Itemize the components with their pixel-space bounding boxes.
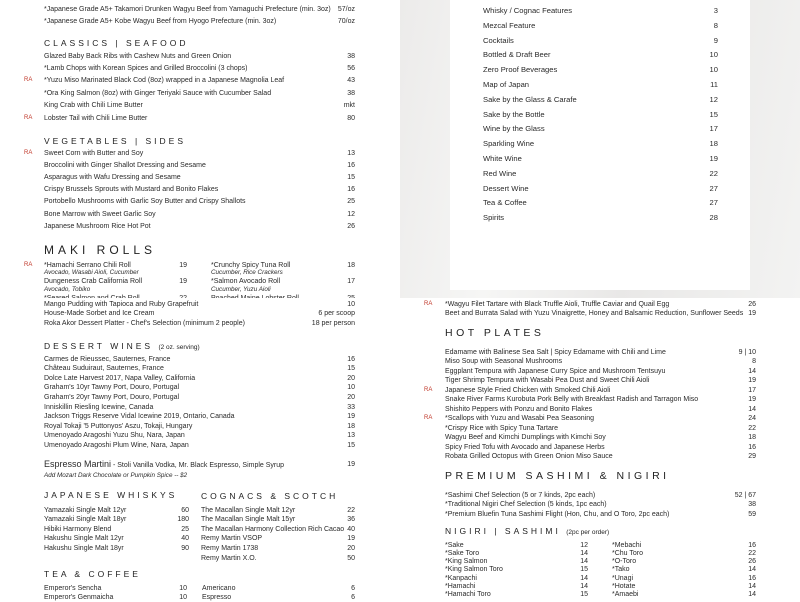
menu-item-name: Inniskillin Riesling Icewine, Canada [44, 403, 154, 411]
menu-item-name: Remy Martin X.O. [201, 554, 257, 562]
menu-item-price: 6 [351, 584, 355, 592]
menu-item-price: 80 [347, 114, 355, 122]
menu-item [44, 534, 124, 543]
toc-item-title: Wine by the Glass [483, 124, 545, 134]
menu-item-name: Hibiki Harmony Blend [44, 525, 112, 533]
menu-item-price: 22 [748, 424, 756, 432]
menu-item-name: *Hotate [612, 583, 636, 590]
menu-item-name: *Sake Toro [445, 549, 480, 557]
menu-item-name: Beet and Burrata Salad with Yuzu Vinaigrette, Honey and Balsamic Reduction, Sunflower Seeds [445, 310, 744, 317]
menu-item-price: 13 [347, 149, 355, 157]
menu-item [44, 185, 218, 194]
menu-item-name: Broccolini with Ginger Shallot Dressing and Sesame [44, 161, 206, 169]
menu-item-name: *O-Toro [612, 558, 637, 566]
menu-item-name: Eggplant Tempura with Japanese Curry Spice and Mushroom Tentsuyu [445, 367, 666, 375]
menu-item-price: 10 [347, 300, 355, 308]
menu-item [201, 525, 344, 534]
menu-item [44, 584, 101, 593]
menu-item [201, 534, 262, 543]
menu-item-price: 40 [347, 525, 355, 533]
menu-item-price: 15 [580, 591, 588, 599]
menu-item-name: *Crispy Rice with Spicy Tuna Tartare [445, 424, 559, 432]
menu-item-name: *Scallops with Yuzu and Wasabi Pea Seasoning [445, 415, 595, 422]
menu-item-price: 12 [347, 210, 355, 218]
menu-item-name: Royal Tokaji '5 Puttonyos' Aszu, Tokaji, Hungary [44, 422, 193, 430]
menu-item-price: 14 [748, 591, 756, 599]
menu-item [44, 101, 143, 110]
menu-item-price: 14 [580, 558, 588, 566]
section-heading-whiskys: JAPANESE WHISKYS [44, 490, 178, 500]
menu-item-price: 19 [748, 310, 756, 317]
menu-item-price: 14 [580, 583, 588, 590]
menu-item [445, 367, 665, 376]
menu-item-name: *Unagi [612, 574, 634, 582]
menu-item-price: 14 [748, 405, 756, 413]
espresso-martini-note: Add Mozart Dark Chocolate or Pumpkin Spice -- $2 [44, 472, 188, 479]
menu-item [445, 433, 606, 442]
toc-item[interactable] [483, 110, 718, 120]
menu-item-price: 13 [347, 432, 355, 440]
menu-item-name: Edamame with Balinese Sea Salt | Spicy Edamame with Chili and Lime [445, 348, 666, 356]
menu-item-name: Mango Pudding with Tapioca and Ruby Grapefruit [44, 300, 199, 308]
menu-item-price: 14 [748, 566, 756, 574]
menu-item-price: 19 [179, 278, 187, 286]
menu-item-name: *King Salmon Toro [445, 566, 503, 574]
menu-item-name: *Sashimi Chef Selection (5 or 7 kinds, 2pc each) [445, 491, 596, 499]
menu-item-price: 90 [181, 544, 189, 552]
toc-item-page: 22 [709, 168, 718, 178]
menu-item-name: *Japanese Grade A5+ Takamori Drunken Wagyu Beef from Yamaguchi Prefecture (min. 3oz) [44, 5, 331, 13]
menu-item-name: Spicy Fried Tofu with Avocado and Japanese Herbs [445, 443, 605, 451]
toc-item-title: Whisky / Cognac Features [483, 6, 573, 15]
menu-item-name: *Sake [445, 541, 464, 549]
menu-item [44, 173, 181, 182]
menu-item [44, 441, 189, 450]
menu-item-price: 12 [580, 541, 588, 549]
menu-item [44, 515, 126, 524]
menu-item-name: Umenoyado Aragoshi Yuzu Shu, Nara, Japan [44, 432, 185, 440]
toc-item-page: 27 [709, 183, 718, 193]
menu-item [44, 17, 276, 26]
menu-item-price: 56 [347, 64, 355, 72]
toc-item-page: 28 [709, 213, 718, 223]
menu-item-name: Americano [202, 584, 236, 592]
menu-item-name: Crispy Brussels Sprouts with Mustard and Bonito Flakes [44, 186, 219, 194]
toc-item[interactable] [483, 95, 718, 105]
menu-item [44, 544, 124, 553]
toc-item-title: Map of Japan [483, 80, 530, 89]
menu-item [445, 491, 595, 500]
toc-item-page: 19 [709, 154, 718, 163]
menu-item-price: 20 [347, 374, 355, 382]
toc-item-title: Tea & Coffee [483, 198, 527, 208]
toc-item-title: Dessert Wine [483, 183, 529, 193]
menu-item [445, 300, 669, 309]
menu-item [202, 584, 235, 593]
menu-item [445, 414, 594, 423]
menu-item-price: 26 [748, 558, 756, 566]
menu-item [44, 149, 143, 158]
menu-item-price: 15 [347, 441, 355, 449]
menu-item [445, 405, 592, 414]
menu-item [44, 422, 192, 431]
toc-item-page: 8 [713, 20, 718, 30]
menu-item-price: 8 [752, 358, 756, 365]
menu-item-price: 20 [347, 393, 355, 401]
menu-item-name: Yamazaki Single Malt 12yr [44, 506, 127, 514]
menu-item-name: Shishito Peppers with Ponzu and Bonito Flakes [445, 405, 593, 413]
menu-item-name: Emperor's Genmaicha [44, 594, 114, 602]
menu-item-price: 16 [347, 355, 355, 363]
toc-item-title: Sake by the Bottle [483, 109, 545, 119]
espresso-martini: Espresso Martini - Stoli Vanilla Vodka, Mr. Black Espresso, Simple Syrup [44, 459, 285, 469]
menu-item-price: 9 | 10 [738, 348, 756, 356]
menu-item-name: *Mebachi [612, 541, 642, 549]
toc-item-page: 17 [709, 124, 718, 134]
menu-item [44, 114, 147, 123]
menu-item-name: Dolce Late Harvest 2017, Napa Valley, California [44, 374, 196, 382]
menu-item-name: Espresso [202, 594, 232, 602]
toc-item-page: 18 [709, 139, 718, 149]
menu-item-name: *Ora King Salmon (8oz) with Ginger Teriyaki Sauce with Cucumber Salad [44, 89, 272, 97]
toc-item-title: Red Wine [483, 168, 517, 178]
menu-item-name: *Kanpachi [445, 574, 477, 582]
menu-item-name: Remy Martin VSOP [201, 535, 263, 543]
section-heading-cognacs: COGNACS & SCOTCH [201, 491, 339, 501]
menu-item [44, 593, 113, 602]
menu-item-name: Hakushu Single Malt 12yr [44, 535, 124, 543]
section-heading-hot-plates: HOT PLATES [445, 327, 545, 339]
menu-item-price: 14 [580, 549, 588, 557]
menu-item-price: 40 [181, 535, 189, 543]
menu-item-description: Avocado, Wasabi Aioli, Cucumber [44, 269, 139, 276]
menu-item [201, 506, 295, 515]
menu-item-price: 22 [347, 506, 355, 514]
toc-item[interactable] [483, 21, 718, 31]
menu-item-price: 16 [347, 161, 355, 169]
toc-item[interactable] [483, 6, 718, 16]
menu-item-name: Bone Marrow with Sweet Garlic Soy [44, 210, 156, 218]
menu-item-price: 6 per scoop [318, 310, 355, 318]
menu-item-name: The Macallan Harmony Collection Rich Cacao [201, 525, 345, 533]
menu-item-name: *Chu Toro [612, 549, 644, 557]
menu-item-price: 20 [347, 544, 355, 552]
menu-item-name: Glazed Baby Back Ribs with Cashew Nuts and Green Onion [44, 52, 232, 60]
menu-item-name: House-Made Sorbet and Ice Cream [44, 310, 155, 318]
menu-item [44, 412, 235, 421]
menu-item-price: 17 [347, 278, 355, 286]
toc-item-page: 9 [713, 35, 718, 45]
toc-item[interactable] [483, 154, 718, 164]
menu-item-name: Lobster Tail with Chili Lime Butter [44, 114, 148, 122]
menu-item-name: *Yuzu Miso Marinated Black Cod (8oz) wrapped in a Japanese Magnolia Leaf [44, 77, 285, 85]
menu-item [44, 300, 198, 309]
menu-item-name: *Hamachi Toro [445, 591, 491, 599]
menu-item-price: 19 [347, 413, 355, 421]
menu-item [44, 89, 271, 98]
menu-item-price: mkt [343, 102, 355, 110]
menu-item-name: Umenoyado Aragoshi Plum Wine, Nara, Japan [44, 441, 189, 449]
menu-item-name: The Macallan Single Malt 15yr [201, 516, 296, 524]
toc-item-title: Spirits [483, 213, 505, 223]
menu-item-price: 17 [748, 386, 756, 394]
menu-item [445, 424, 558, 433]
ra-marker: RA [24, 149, 33, 156]
menu-item [44, 5, 331, 14]
menu-item [201, 515, 295, 524]
menu-item-price: 10 [179, 584, 187, 592]
menu-item-name: Hakushu Single Malt 18yr [44, 544, 124, 552]
menu-item-price: 15 [580, 566, 588, 574]
menu-item-price: 180 [177, 516, 189, 524]
menu-item [44, 197, 246, 206]
menu-item-name: Yamazaki Single Malt 18yr [44, 516, 127, 524]
menu-item-price: 10 [347, 384, 355, 392]
menu-page-desserts-drinks [0, 298, 400, 600]
menu-item [445, 395, 698, 404]
menu-item-name: Graham's 10yr Tawny Port, Douro, Portugal [44, 384, 180, 392]
menu-item-name: The Macallan Single Malt 12yr [201, 506, 296, 514]
menu-item-price: 36 [347, 516, 355, 524]
menu-item [44, 309, 155, 318]
toc-item-page: 27 [709, 198, 718, 208]
ra-marker: RA [24, 114, 33, 121]
toc-paper [450, 0, 750, 290]
menu-item-name: Graham's 20yr Tawny Port, Douro, Portugal [44, 393, 180, 401]
menu-item-price: 33 [347, 403, 355, 411]
toc-item-title: Sake by the Glass & Carafe [483, 94, 577, 104]
menu-item [44, 319, 245, 328]
menu-item-price: 16 [748, 574, 756, 582]
menu-item-price: 16 [748, 541, 756, 549]
ra-marker: RA [424, 386, 433, 393]
section-heading-premium: PREMIUM SASHIMI & NIGIRI [445, 470, 670, 482]
toc-item[interactable] [483, 124, 718, 134]
menu-item-description: Avocado, Tobiko [44, 285, 91, 293]
menu-item-name: Robata Grilled Octopus with Green Onion Miso Sauce [445, 453, 613, 460]
menu-item-name: Sweet Corn with Butter and Soy [44, 149, 144, 157]
menu-item [44, 525, 111, 534]
menu-item-name: *Japanese Grade A5+ Kobe Wagyu Beef from Hyogo Prefecture (min. 3oz) [44, 17, 277, 25]
toc-item[interactable] [483, 65, 718, 75]
menu-item [44, 403, 153, 412]
menu-item [44, 161, 206, 170]
menu-item-price: 25 [347, 198, 355, 206]
menu-item-price: 57/oz [337, 5, 355, 13]
menu-item [201, 554, 257, 563]
menu-item-price: 26 [748, 300, 756, 308]
menu-item-price: 15 [347, 173, 355, 181]
menu-item [612, 590, 638, 599]
toc-item[interactable] [483, 198, 718, 208]
menu-item-price: 19 [748, 377, 756, 384]
menu-item-price: 25 [181, 525, 189, 533]
menu-item-price: 18 [347, 422, 355, 430]
toc-item-title: Bottled & Draft Beer [483, 50, 551, 60]
toc-item-title: Zero Proof Beverages [483, 65, 558, 75]
menu-item [44, 393, 179, 402]
toc-item-page: 3 [713, 6, 718, 15]
menu-item-price: 6 [351, 594, 355, 602]
section-heading-nigiri: NIGIRI | SASHIMI (2pc per order) [445, 526, 610, 536]
menu-item-name: *Crunchy Spicy Tuna Roll [211, 261, 291, 269]
menu-item-price: 14 [748, 367, 756, 375]
menu-item [445, 510, 669, 519]
toc-item[interactable] [483, 80, 718, 90]
menu-item-price: 26 [347, 222, 355, 230]
menu-item-name: *Hamachi [445, 583, 476, 590]
menu-item-name: Portobello Mushrooms with Garlic Soy Butter and Crispy Shallots [44, 198, 246, 206]
menu-item-price: 19 [748, 396, 756, 403]
toc-item-title: Mezcal Feature [483, 20, 536, 30]
menu-item-name: *Wagyu Filet Tartare with Black Truffle Aioli, Truffle Caviar and Quail Egg [445, 300, 670, 308]
ra-marker: RA [424, 300, 433, 307]
menu-item-name: Japanese Mushroom Rice Hot Pot [44, 222, 151, 230]
menu-item-name: *Traditional Nigiri Chef Selection (5 kinds, 1pc each) [445, 501, 607, 508]
toc-item[interactable] [483, 184, 718, 194]
menu-item [445, 500, 607, 509]
menu-item [445, 590, 491, 599]
menu-item-price: 59 [748, 510, 756, 518]
menu-item-name: Roka Akor Dessert Platter - Chef's Selection (minimum 2 people) [44, 319, 245, 327]
menu-item-description: Cucumber, Yuzu Aioli [211, 285, 271, 293]
toc-item-page: 12 [709, 94, 718, 104]
toc-item-page: 10 [709, 50, 718, 60]
menu-page-table-of-contents [400, 0, 800, 298]
menu-item-price: 60 [181, 506, 189, 514]
toc-item-title: White Wine [483, 154, 522, 163]
menu-item-name: Miso Soup with Seasonal Mushrooms [445, 358, 563, 365]
menu-item [445, 376, 649, 385]
menu-item-price: 14 [580, 574, 588, 582]
menu-item-price: 10 [179, 594, 187, 602]
menu-item-price: 14 [748, 583, 756, 590]
menu-item-name: King Crab with Chili Lime Butter [44, 102, 143, 110]
menu-item [445, 443, 605, 452]
menu-item [445, 348, 666, 357]
toc-item[interactable] [483, 36, 718, 46]
menu-item-price: 70/oz [337, 17, 355, 25]
menu-item [44, 506, 126, 515]
menu-item-name: *Hamachi Serrano Chili Roll [44, 261, 131, 269]
menu-item [44, 355, 170, 364]
menu-item [445, 309, 743, 318]
toc-item[interactable] [483, 139, 718, 149]
menu-item-description: Cucumber, Rice Crackers [211, 269, 283, 276]
toc-item-page: 15 [709, 109, 718, 119]
section-heading-dessert-wines: DESSERT WINES (2 oz. serving) [44, 341, 200, 351]
menu-item [44, 222, 151, 231]
section-heading-maki: MAKI ROLLS [44, 243, 157, 257]
menu-item-name: *Salmon Avocado Roll [211, 278, 281, 286]
menu-item [202, 593, 231, 602]
menu-item-price: 18 [347, 261, 355, 269]
menu-item [44, 364, 164, 373]
menu-item-name: Asparagus with Wafu Dressing and Sesame [44, 173, 181, 181]
menu-item [44, 64, 248, 73]
menu-item-name: Dungeness Crab California Roll [44, 278, 143, 286]
menu-item-price: 19 [179, 261, 187, 269]
menu-item-price: 43 [347, 77, 355, 85]
menu-item [44, 76, 284, 85]
toc-item-page: 10 [709, 65, 718, 75]
menu-item-price: 38 [748, 501, 756, 508]
menu-item-price: 18 [748, 434, 756, 441]
menu-item-price: 16 [748, 443, 756, 451]
toc-item[interactable] [483, 213, 718, 223]
toc-item[interactable] [483, 50, 718, 60]
menu-item-name: *King Salmon [445, 558, 488, 566]
menu-item [44, 383, 179, 392]
menu-item [445, 386, 610, 395]
toc-item[interactable] [483, 169, 718, 179]
section-heading-tea-coffee: TEA & COFFEE [44, 569, 141, 579]
menu-item-name: *Amaebi [612, 591, 639, 599]
menu-page-hot-plates-sushi [400, 298, 800, 600]
espresso-martini-price: 19 [347, 461, 355, 468]
menu-item-price: 16 [347, 186, 355, 194]
menu-item-name: *Premium Bluefin Tuna Sashimi Flight (Hon, Chu, and O Toro, 2pc each) [445, 510, 670, 518]
menu-item-name: Jackson Triggs Reserve Vidal Icewine 2019, Ontario, Canada [44, 413, 235, 421]
menu-item-name: Tiger Shrimp Tempura with Wasabi Pea Dust and Sweet Chili Aioli [445, 377, 650, 384]
toc-item-title: Sparkling Wine [483, 139, 535, 149]
menu-item-price: 38 [347, 52, 355, 60]
menu-item-price: 29 [748, 453, 756, 460]
toc-item-page: 11 [710, 80, 718, 89]
menu-item-name: Château Suduiraut, Sauternes, France [44, 365, 164, 373]
section-heading-vegetables: VEGETABLES | SIDES [44, 136, 187, 146]
menu-item-price: 22 [748, 549, 756, 557]
menu-item-name: Emperor's Sencha [44, 584, 102, 592]
menu-page-mains [0, 0, 400, 298]
menu-item-price: 52 | 67 [734, 491, 756, 499]
menu-item [201, 544, 258, 553]
menu-item-name: *Lamb Chops with Korean Spices and Grilled Broccolini (3 chops) [44, 64, 248, 72]
menu-item-name: *Tako [612, 566, 630, 574]
ra-marker: RA [24, 77, 33, 84]
menu-item-name: Snake River Farms Kurobuta Pork Belly with Breakfast Radish and Tarragon Miso [445, 396, 699, 403]
menu-item [445, 357, 562, 366]
menu-item-name: Carmes de Rieussec, Sauternes, France [44, 355, 171, 363]
menu-item-name: Wagyu Beef and Kimchi Dumplings with Kimchi Soy [445, 434, 606, 441]
menu-item-name: Japanese Style Fried Chicken with Smoked Chili Aioli [445, 386, 611, 394]
toc-item-title: Cocktails [483, 35, 514, 45]
menu-item-price: 50 [347, 554, 355, 562]
menu-item [44, 210, 156, 219]
ra-marker: RA [24, 261, 33, 268]
menu-item-price: 19 [347, 535, 355, 543]
ra-marker: RA [424, 415, 433, 421]
menu-item-name: Remy Martin 1738 [201, 544, 259, 552]
menu-item-price: 15 [347, 365, 355, 373]
menu-item-price: 24 [748, 415, 756, 422]
menu-item [44, 431, 185, 440]
menu-item [44, 374, 195, 383]
menu-item [44, 52, 231, 61]
menu-item-price: 38 [347, 89, 355, 97]
menu-item-price: 18 per person [311, 319, 355, 327]
menu-item [445, 452, 613, 461]
section-heading-classics: CLASSICS | SEAFOOD [44, 38, 189, 48]
